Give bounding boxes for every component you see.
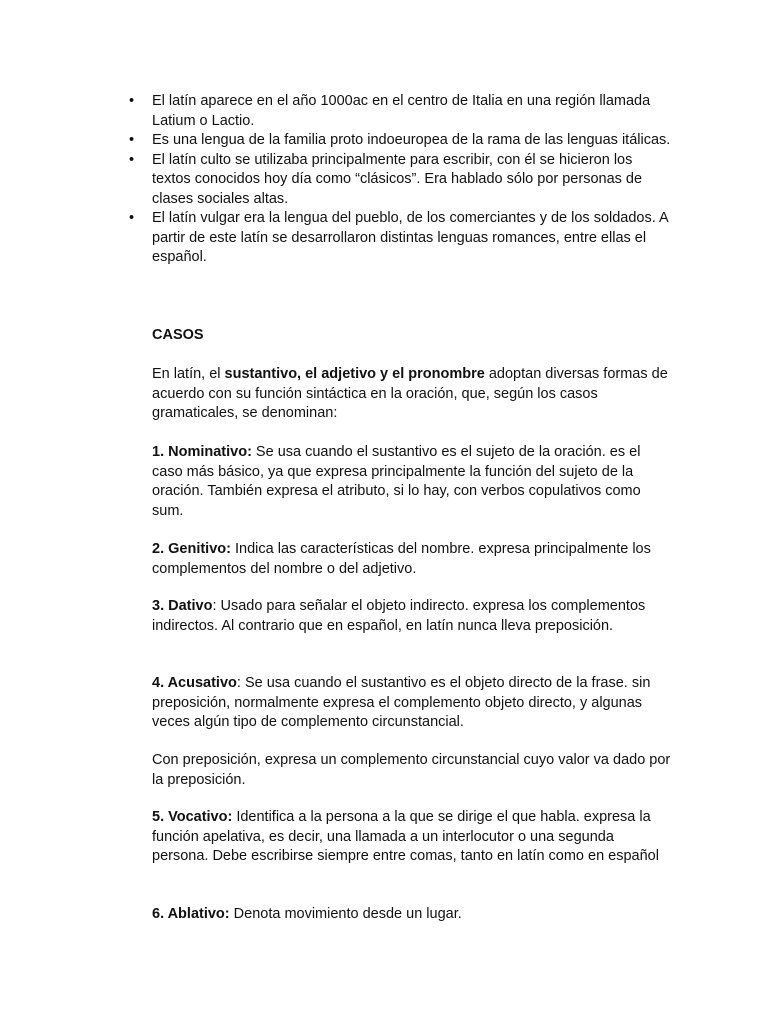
case-text: : Se usa cuando el sustantivo es el objeto directo de la frase. sin preposición, normalmente expresa el complemento objeto directo, y algunas veces algún tipo de complemento circunstancial.: [152, 675, 651, 730]
bullet-dot: •: [129, 210, 135, 226]
case-acusativo: [152, 674, 672, 733]
bullet-text: El latín vulgar era la lengua del pueblo, de los comerciantes y de los soldados. A partir de este latín se desarrollaron distintas lenguas romances, entre ellas el español.: [152, 210, 668, 265]
bullet-text: El latín aparece en el año 1000ac en el centro de Italia en una región llamada Latium o Lactio.: [152, 93, 651, 129]
bullet-text: Es una lengua de la familia proto indoeuropea de la rama de las lenguas itálicas.: [152, 132, 671, 148]
intro-bullet-list: [129, 92, 672, 268]
bullet-text: El latín culto se utilizaba principalmente para escribir, con él se hicieron los textos conocidos hoy día como “clásicos”. Era hablado sólo por personas de clases sociales altas.: [152, 151, 643, 207]
acusativo-note: Con preposición, expresa un complemento circunstancial cuyo valor va dado por la preposición.: [152, 752, 671, 788]
case-dativo: [152, 597, 672, 636]
bullet-item: [129, 131, 672, 151]
case-genitivo: [152, 540, 672, 579]
section-heading-casos: CASOS: [152, 327, 204, 343]
case-label: 5. Vocativo:: [152, 809, 233, 825]
intro-text-bold: sustantivo, el adjetivo y el pronombre: [224, 366, 485, 382]
case-label: 6. Ablativo:: [152, 906, 230, 922]
case-text: Indica las características del nombre. expresa principalmente los complementos del nombre o del adjetivo.: [152, 541, 651, 577]
bullet-item: [129, 92, 672, 131]
bullet-dot: •: [129, 151, 135, 168]
case-nominativo: [152, 443, 672, 521]
intro-paragraph: [152, 365, 672, 424]
case-ablativo: [152, 905, 672, 925]
case-text: Denota movimiento desde un lugar.: [229, 906, 462, 922]
intro-text-before: En latín, el: [152, 366, 225, 382]
case-text: Identifica a la persona a la que se dirige el que habla. expresa la función apelativa, es decir, una llamada a un interlocutor o una segunda persona. Debe escribirse siempre entre comas, tanto en latín como en español: [152, 809, 659, 864]
bullet-item: [129, 209, 672, 268]
bullet-dot: •: [129, 132, 135, 148]
intro-text-after: adoptan diversas formas de acuerdo con su función sintáctica en la oración, que, según los casos gramaticales, se denominan:: [152, 366, 668, 421]
bullet-item: [129, 151, 672, 210]
case-label: 1. Nominativo:: [152, 444, 252, 460]
case-label: 4. Acusativo: [152, 675, 237, 691]
case-label: 3. Dativo: [152, 598, 213, 614]
case-vocativo: [152, 808, 672, 867]
case-label: 2. Genitivo:: [152, 541, 231, 557]
case-text: Se usa cuando el sustantivo es el sujeto de la oración. es el caso más básico, ya que expresa principalmente la función del sujeto de la oración. También expresa el atributo, si lo hay, con verbos copulativos como sum.: [152, 444, 641, 519]
case-text: : Usado para señalar el objeto indirecto. expresa los complementos indirectos. Al contrario que en español, en latín nunca lleva preposición.: [152, 598, 646, 634]
bullet-dot: •: [129, 93, 135, 109]
